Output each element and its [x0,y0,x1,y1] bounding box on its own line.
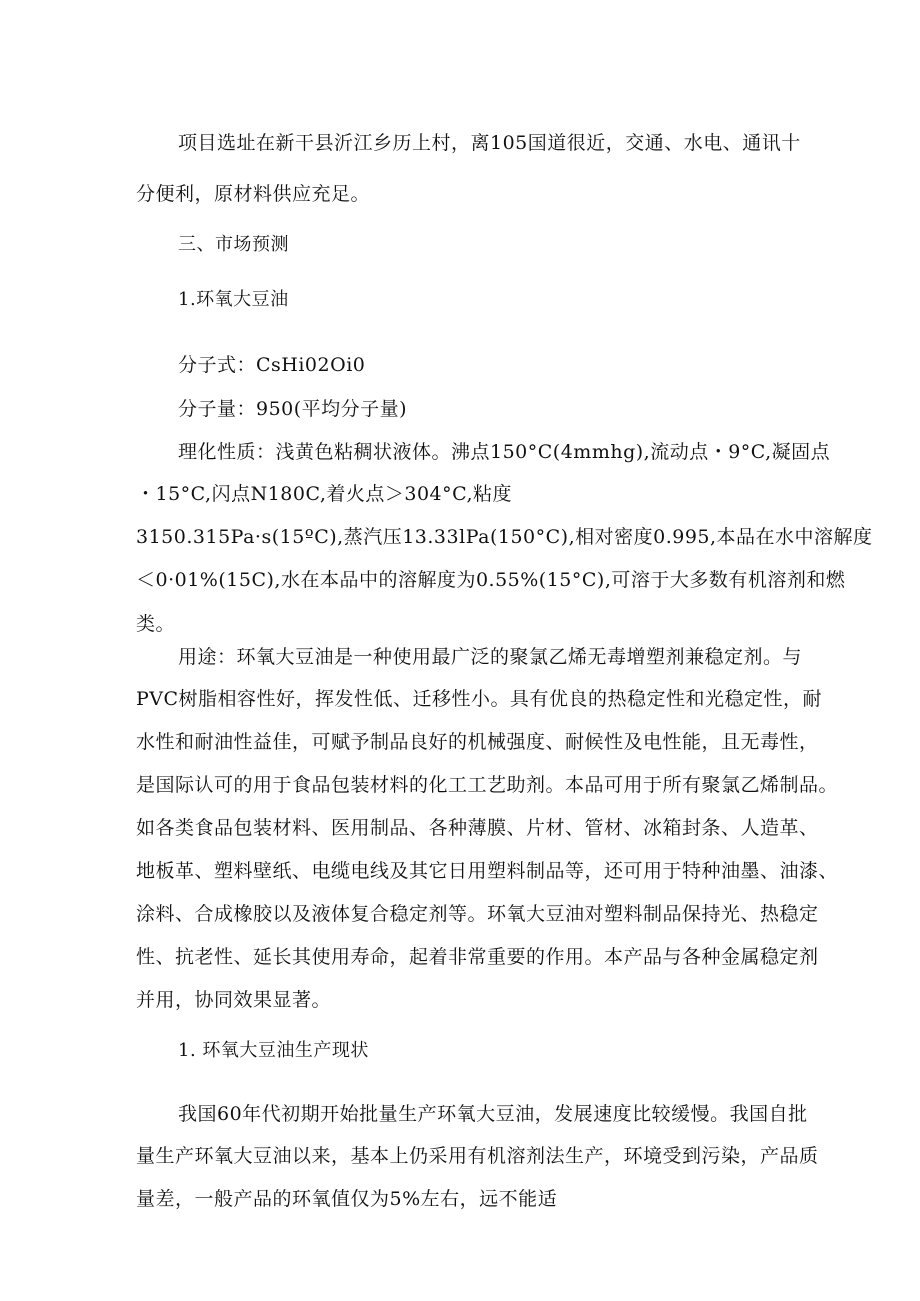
paragraph-line: 类。 [136,613,176,635]
paragraph-line: ・15°C,闪点N180C,着火点＞304°C,粘度 [136,483,513,505]
paragraph-line: 是国际认可的用于食品包装材料的化工工艺助剂。本品可用于所有聚氯乙烯制品。 [136,774,839,796]
paragraph-line: 量生产环氧大豆油以来，基本上仍采用有机溶剂法生产，环境受到污染，产品质 [136,1145,819,1167]
subsection-heading: 1. 环氧大豆油生产现状 [178,1040,369,1061]
paragraph-line: 并用，协同效果显著。 [136,989,332,1011]
paragraph-line: 涂料、合成橡胶以及液体复合稳定剂等。环氧大豆油对塑料制品保持光、热稳定 [136,903,819,925]
paragraph-line: 水性和耐油性益佳，可赋予制品良好的机械强度、耐候性及电性能，且无毒性， [136,731,819,753]
paragraph-line: 项目选址在新干县沂江乡历上村，离105国道很近，交通、水电、通讯十 [178,132,801,154]
paragraph-line: 分子量：950(平均分子量) [178,398,408,420]
section-heading: 三、市场预测 [178,234,289,255]
paragraph-line: 地板革、塑料壁纸、电缆电线及其它日用塑料制品等，还可用于特种油墨、油漆、 [136,860,839,882]
paragraph-line: ＜0·01%(15C),水在本品中的溶解度为0.55%(15°C),可溶于大多数有机溶剂和燃 [136,569,846,591]
paragraph-line: 理化性质：浅黄色粘稠状液体。沸点150°C(4mmhg),流动点・9°C,凝固点 [178,441,831,463]
paragraph-line: 性、抗老性、延长其使用寿命，起着非常重要的作用。本产品与各种金属稳定剂 [136,946,819,968]
paragraph-line: 如各类食品包装材料、医用制品、各种薄膜、片材、管材、冰箱封条、人造革、 [136,817,819,839]
paragraph-line: 分子式：CsHi02Oi0 [178,354,366,376]
subsection-heading: 1.环氧大豆油 [178,289,289,310]
paragraph-line: PVC树脂相容性好，挥发性低、迁移性小。具有优良的热稳定性和光稳定性，耐 [136,688,823,710]
paragraph-line: 3150.315Pa·s(15ºC),蒸汽压13.33lPa(150°C),相对密度0.995,本品在水中溶解度 [136,526,873,548]
paragraph-line: 用途：环氧大豆油是一种使用最广泛的聚氯乙烯无毒增塑剂兼稳定剂。与 [178,646,803,668]
paragraph-line: 量差，一般产品的环氧值仅为5%左右，远不能适 [136,1188,558,1210]
paragraph-line: 我国60年代初期开始批量生产环氧大豆油，发展速度比较缓慢。我国自批 [178,1103,808,1125]
paragraph-line: 分便利，原材料供应充足。 [136,183,371,205]
